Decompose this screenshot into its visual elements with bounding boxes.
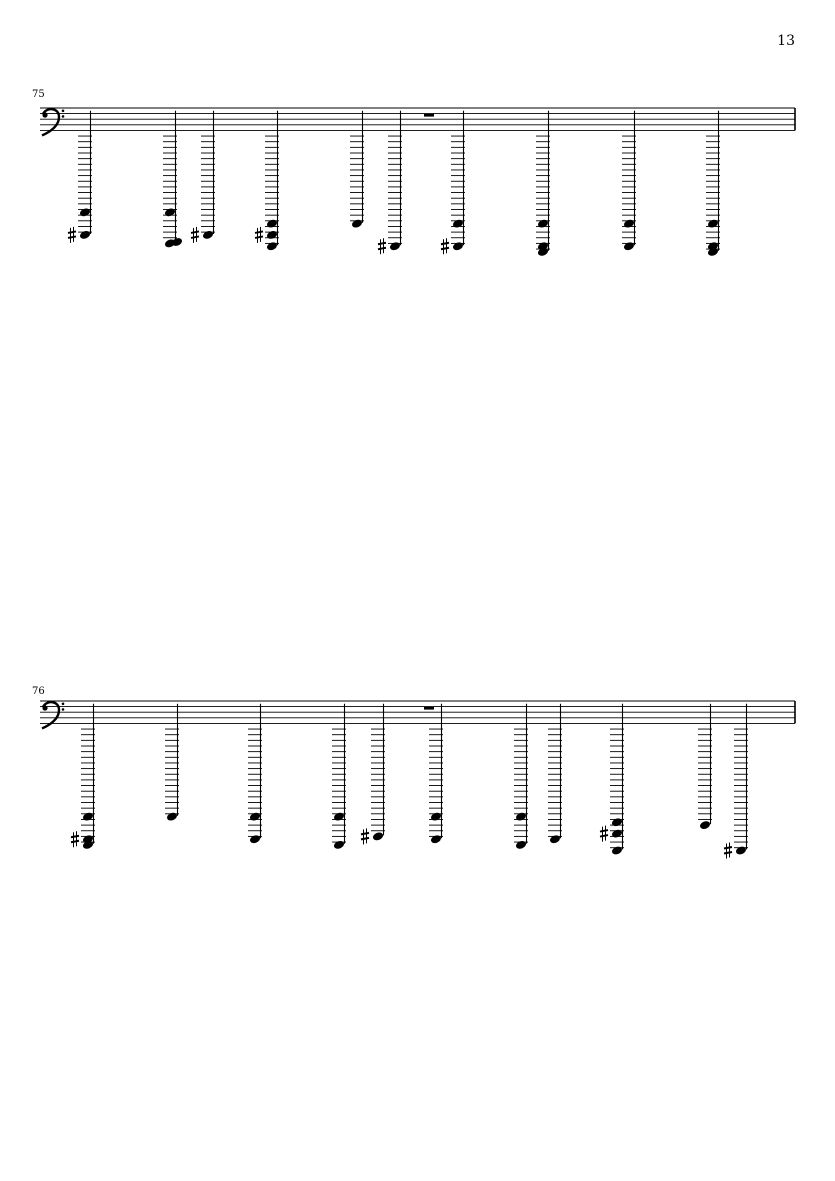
note-head bbox=[249, 811, 261, 822]
note-head bbox=[333, 811, 345, 822]
chord bbox=[71, 704, 95, 850]
note-head bbox=[707, 218, 719, 229]
note-head bbox=[430, 834, 442, 845]
note-head bbox=[266, 230, 278, 241]
note-head bbox=[623, 218, 635, 229]
chord bbox=[429, 704, 443, 845]
note-head bbox=[515, 840, 527, 851]
note-head bbox=[452, 218, 464, 229]
note-head bbox=[430, 811, 442, 822]
chord bbox=[165, 704, 179, 822]
note-head bbox=[735, 845, 747, 856]
note-head bbox=[266, 218, 278, 229]
note-head bbox=[164, 207, 176, 218]
note-head bbox=[389, 241, 401, 252]
chord bbox=[248, 704, 262, 845]
chord bbox=[514, 704, 528, 850]
sharp-icon bbox=[191, 227, 199, 243]
bass-clef-icon bbox=[42, 702, 64, 728]
note-head bbox=[79, 230, 91, 241]
chord bbox=[332, 704, 346, 850]
page-number: 13 bbox=[777, 33, 795, 49]
sharp-icon bbox=[71, 831, 79, 847]
note-head bbox=[699, 820, 711, 831]
chord bbox=[255, 111, 279, 252]
sharp-icon bbox=[441, 238, 449, 254]
note-head bbox=[79, 207, 91, 218]
note-head bbox=[166, 811, 178, 822]
chord bbox=[536, 111, 550, 257]
chord bbox=[163, 111, 183, 249]
sharp-icon bbox=[68, 227, 76, 243]
chord bbox=[378, 111, 402, 254]
note-head bbox=[266, 241, 278, 252]
sharp-icon bbox=[600, 826, 608, 842]
note-head bbox=[623, 241, 635, 252]
note-head bbox=[611, 828, 623, 839]
note-head bbox=[351, 218, 363, 229]
sharp-icon bbox=[255, 227, 263, 243]
note-head bbox=[452, 241, 464, 252]
sharp-icon bbox=[378, 238, 386, 254]
sharp-icon bbox=[724, 843, 732, 859]
note-head bbox=[537, 218, 549, 229]
staff-system-1 bbox=[0, 90, 835, 530]
note-head bbox=[249, 834, 261, 845]
measure-number-76: 76 bbox=[32, 686, 45, 697]
bass-clef-icon bbox=[42, 109, 64, 135]
staff-system-2 bbox=[0, 686, 835, 1156]
note-head bbox=[372, 831, 384, 842]
note-head bbox=[333, 840, 345, 851]
chord bbox=[706, 111, 720, 257]
sharp-icon bbox=[361, 828, 369, 844]
chord bbox=[622, 111, 636, 252]
chord bbox=[724, 704, 748, 859]
chord bbox=[441, 111, 465, 254]
note-head bbox=[82, 811, 94, 822]
chord bbox=[548, 704, 562, 845]
chord bbox=[361, 704, 385, 845]
note-head bbox=[515, 811, 527, 822]
chord bbox=[698, 704, 712, 831]
note-head bbox=[549, 834, 561, 845]
measure-number-75: 75 bbox=[32, 89, 45, 100]
note-head bbox=[202, 230, 214, 241]
whole-rest bbox=[424, 707, 434, 710]
note-head bbox=[611, 817, 623, 828]
note-head bbox=[611, 845, 623, 856]
whole-rest bbox=[424, 114, 434, 117]
chord bbox=[350, 111, 364, 229]
chord bbox=[600, 704, 624, 856]
